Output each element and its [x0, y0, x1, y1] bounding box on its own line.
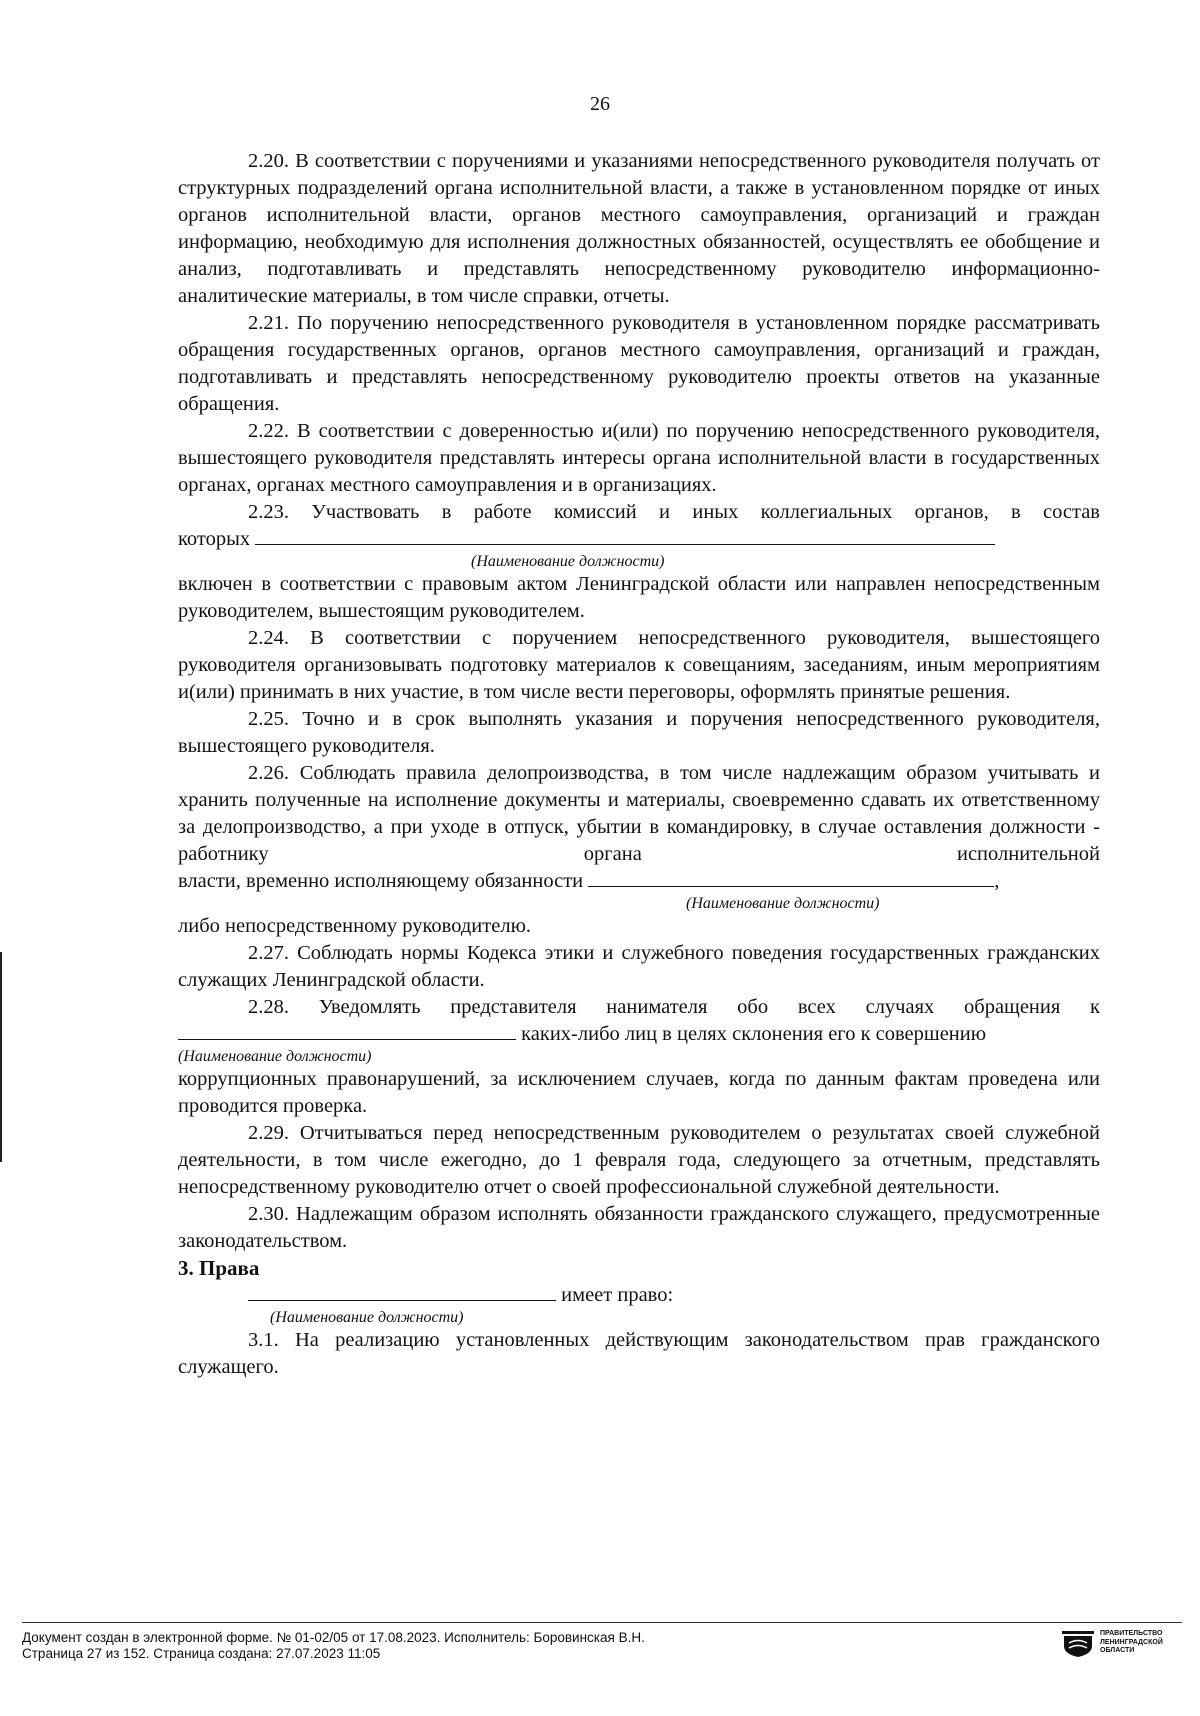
item-2-26: 2.26. Соблюдать правила делопроизводства, в том числе надлежащим образом учитывать и хранить полученные на исполнение документы и материалы, своевременно сдавать их ответственному за делопроизводство, а при уходе в отпуск, убытии в командировку, в случае оставления должности - работнику органа исполнительной: [178, 762, 1100, 865]
item-2-26-comma: ,: [994, 870, 1000, 892]
government-logo: [1062, 1629, 1184, 1661]
item-2-28-continuation: коррупционных правонарушений, за исключением случаев, когда по данным фактам проведена или проводится проверка.: [178, 1068, 1100, 1117]
item-2-23-which: которых: [178, 528, 251, 550]
position-blank-2: [588, 868, 994, 887]
item-2-26-last: власти, временно исполняющему обязанности: [178, 870, 584, 892]
section-3-heading: 3. Права: [178, 1256, 260, 1280]
item-3-1: 3.1. На реализацию установленных действующим законодательством прав гражданского служащего.: [178, 1329, 1100, 1378]
footer-info: [22, 1630, 645, 1662]
position-caption-4: (Наименование должности): [270, 1309, 464, 1326]
item-2-28-second: каких-либо лиц в целях склонения его к совершению: [521, 1023, 987, 1045]
footer-org-name: ПРАВИТЕЛЬСТВО ЛЕНИНГРАДСКОЙ ОБЛАСТИ: [1100, 1630, 1163, 1654]
item-2-25: 2.25. Точно и в срок выполнять указания и поручения непосредственного руководителя, вышестоящего руководителя.: [178, 708, 1100, 757]
position-blank-3: [178, 1021, 516, 1040]
coat-of-arms-icon: [1062, 1631, 1094, 1657]
item-2-29: 2.29. Отчитываться перед непосредственным руководителем о результатах своей служебной деятельности, в том числе ежегодно, до 1 февраля года, следующего за отчетным, представлять непосредственному руководителю отчет о своей профессиональной служебной деятельности.: [178, 1122, 1100, 1198]
item-2-24: 2.24. В соответствии с поручением непосредственного руководителя, вышестоящего руководителя организовывать подготовку материалов к совещаниям, заседаниям, иным мероприятиям и(или) принимать в них участие, в том числе вести переговоры, оформлять принятые решения.: [178, 627, 1100, 703]
item-2-23-continuation: включен в соответствии с правовым актом Ленинградской области или направлен непосредственным руководителем, вышестоящим руководителем.: [178, 573, 1100, 622]
footer-page-line: Страница 27 из 152. Страница создана: 27.07.2023 11:05: [22, 1646, 381, 1661]
document-body: [178, 148, 1100, 1381]
item-2-23-which-line: [178, 526, 1100, 553]
position-caption-3: (Наименование должности): [178, 1048, 372, 1065]
rights-intro: имеет право:: [561, 1284, 674, 1306]
position-caption-1: (Наименование должности): [471, 553, 665, 570]
footer-divider: [22, 1622, 1182, 1623]
item-2-30: 2.30. Надлежащим образом исполнять обязанности гражданского служащего, предусмотренные законодательством.: [178, 1203, 1100, 1252]
position-blank-1: [255, 526, 995, 545]
item-2-23: 2.23. Участвовать в работе комиссий и иных коллегиальных органов, в состав: [248, 501, 1100, 523]
item-2-26-last-line: [178, 868, 1100, 895]
footer-document-line: Документ создан в электронной форме. № 01-02/05 от 17.08.2023. Исполнитель: Боровинская В.Н.: [22, 1630, 645, 1645]
item-2-28: 2.28. Уведомлять представителя нанимателя обо всех случаях обращения к: [248, 996, 1100, 1018]
rights-intro-line: [178, 1282, 1100, 1309]
position-blank-4: [248, 1282, 556, 1301]
item-2-22: 2.22. В соответствии с доверенностью и(или) по поручению непосредственного руководителя, вышестоящего руководителя представлять интересы органа исполнительной власти в государственных органах, органах местного самоуправления и в организациях.: [178, 420, 1100, 496]
scan-edge-mark: [0, 952, 2, 1162]
item-2-28-line-2: [178, 1021, 1100, 1048]
item-2-27: 2.27. Соблюдать нормы Кодекса этики и служебного поведения государственных гражданских служащих Ленинградской области.: [178, 942, 1100, 991]
item-2-20: 2.20. В соответствии с поручениями и указаниями непосредственного руководителя получать от структурных подразделений органа исполнительной власти, а также в установленном порядке от иных органов исполнительной власти, органов местного самоуправления, организаций и граждан информацию, необходимую для исполнения должностных обязанностей, осуществлять ее обобщение и анализ, подготавливать и представлять непосредственному руководителю информационно-аналитические материалы, в том числе справки, отчеты.: [178, 150, 1100, 307]
item-2-26-continuation: либо непосредственному руководителю.: [178, 915, 532, 937]
position-caption-2: (Наименование должности): [686, 895, 880, 912]
page-number: 26: [590, 93, 610, 115]
item-2-21: 2.21. По поручению непосредственного руководителя в установленном порядке рассматривать обращения государственных органов, органов местного самоуправления, организаций и граждан, подготавливать и представлять непосредственному руководителю проекты ответов на указанные обращения.: [178, 312, 1100, 415]
